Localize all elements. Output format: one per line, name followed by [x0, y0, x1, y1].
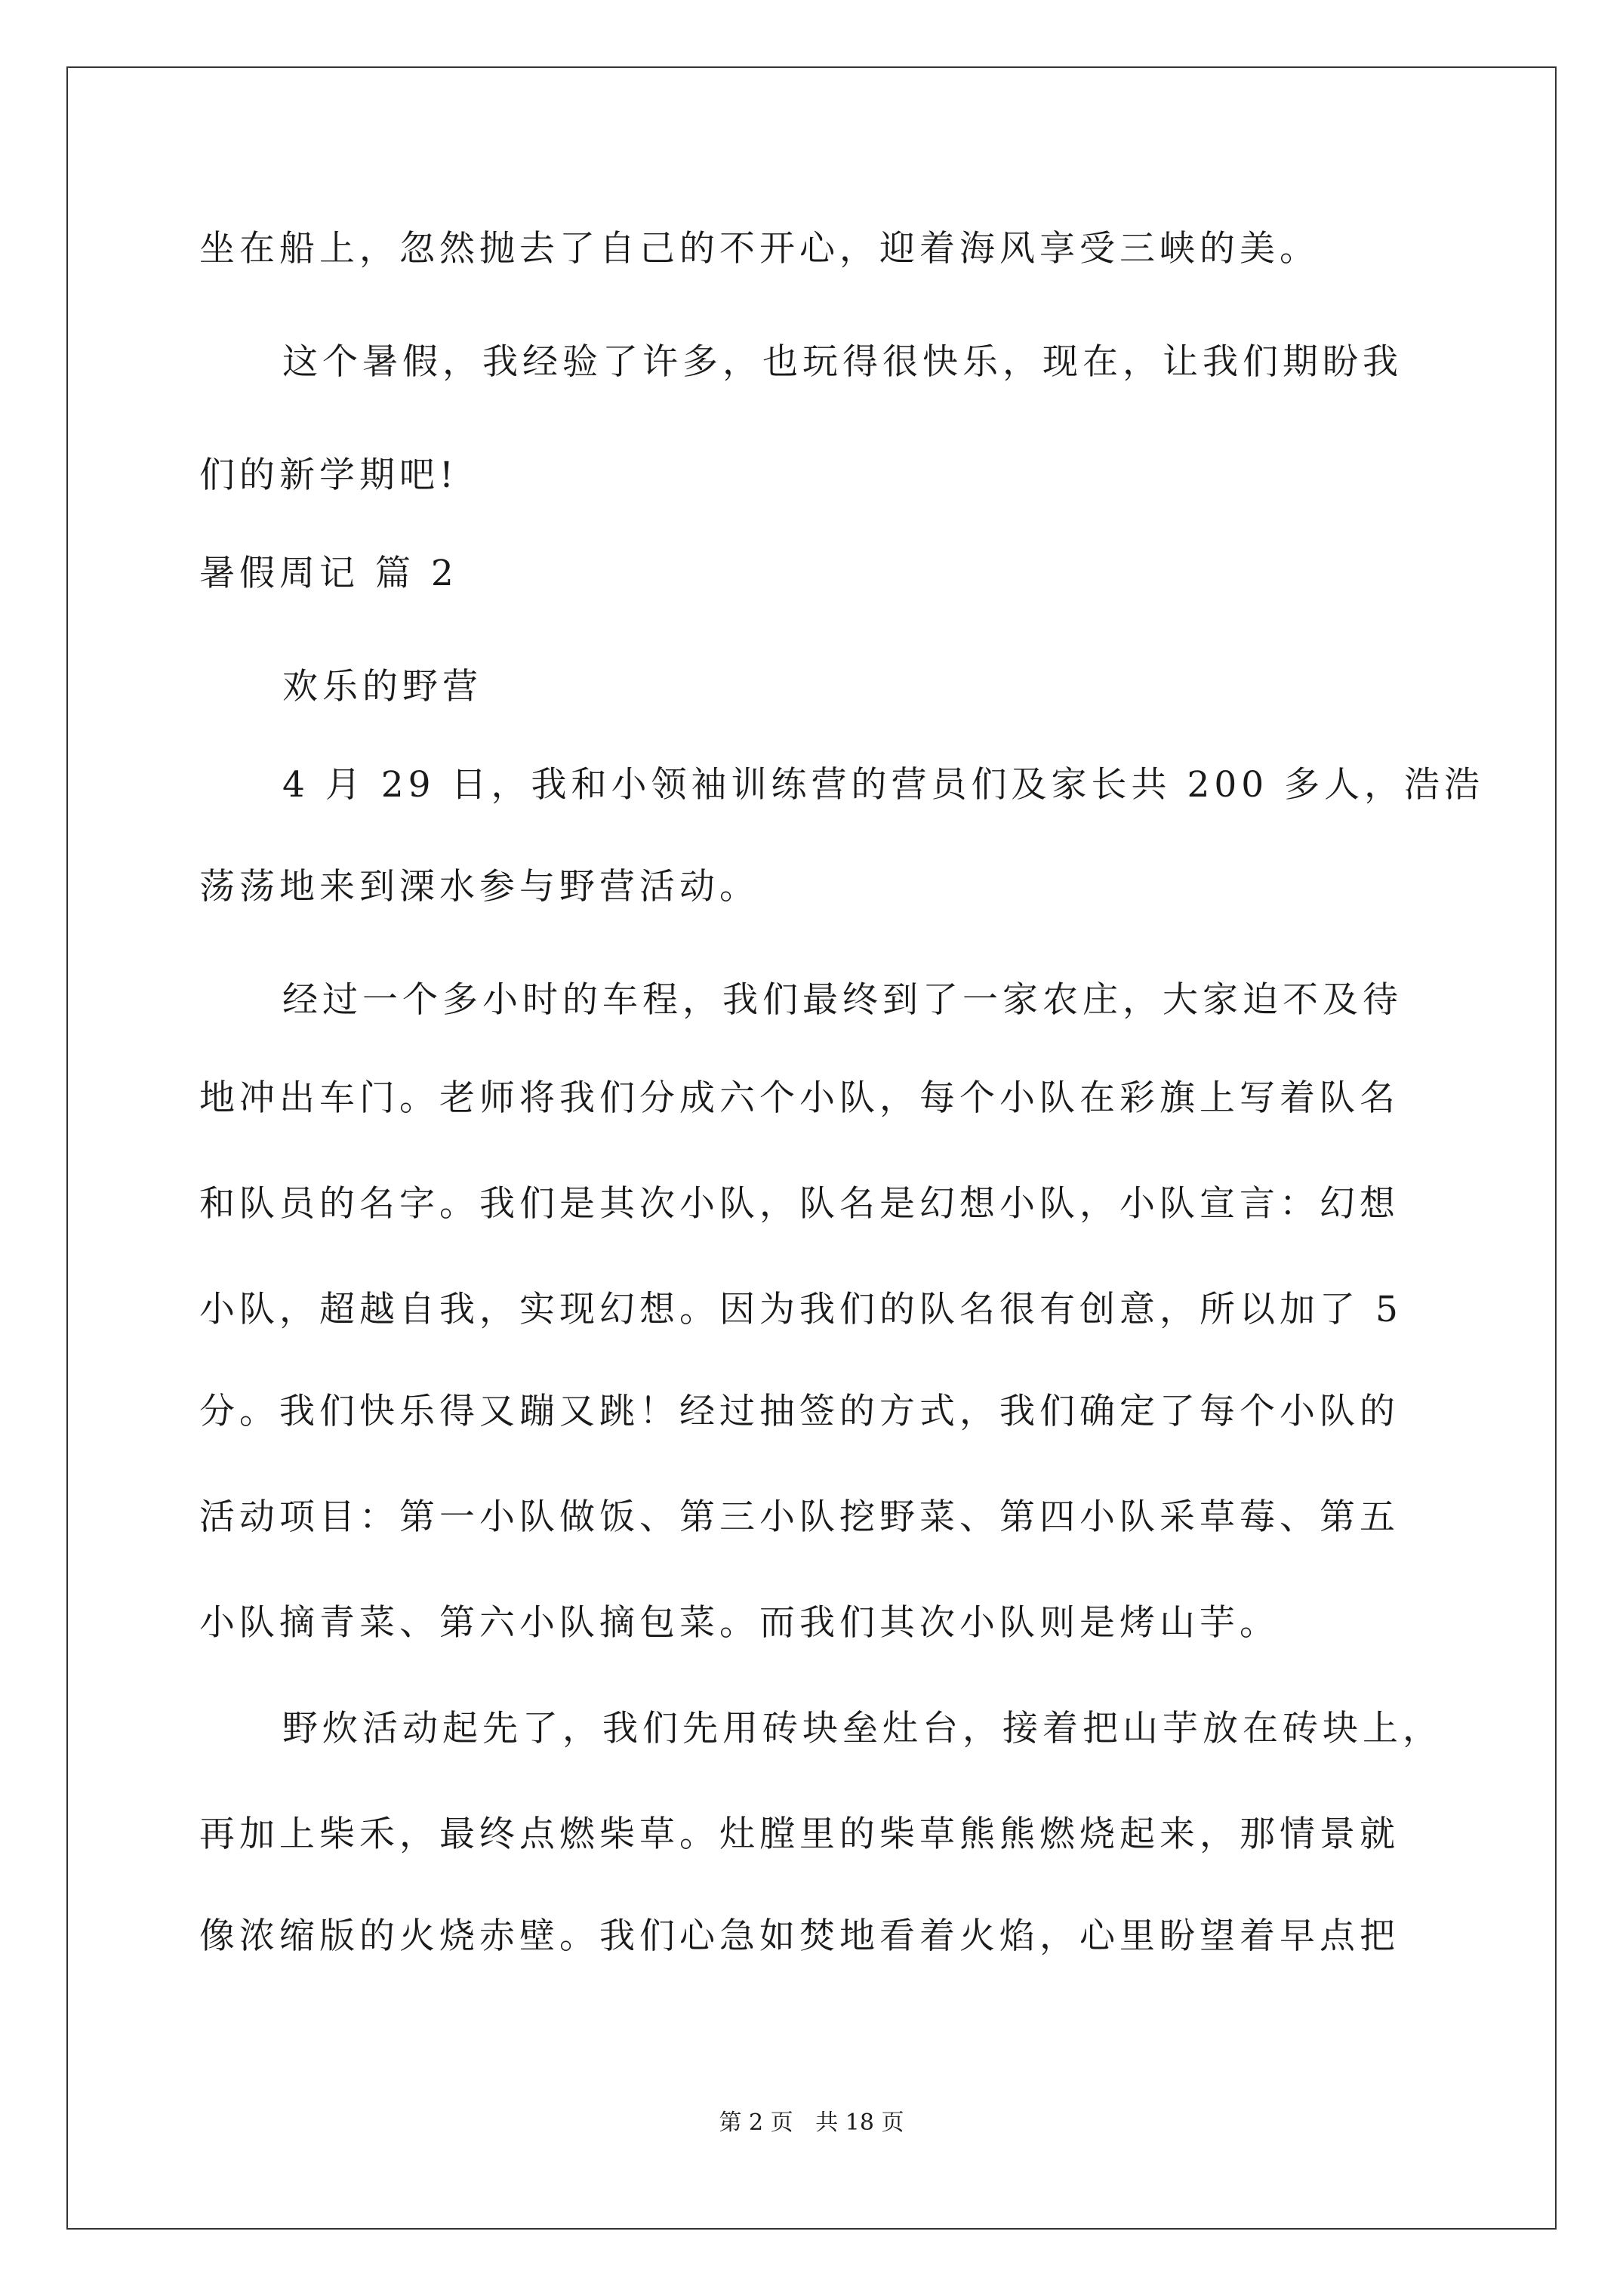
text-line-15: 野炊活动起先了，我们先用砖块垒灶台，接着把山芋放在砖块上， — [282, 1708, 1443, 1749]
text-line-11: 小队，超越自我，实现幻想。因为我们的队名很有创意，所以加了 5 — [199, 1289, 1403, 1330]
text-line-16: 再加上柴禾，最终点燃柴草。灶膛里的柴草熊熊燃烧起来，那情景就 — [199, 1814, 1400, 1855]
text-line-14: 小队摘青菜、第六小队摘包菜。而我们其次小队则是烤山芋。 — [199, 1602, 1280, 1644]
text-line-17: 像浓缩版的火烧赤壁。我们心急如焚地看着火焰，心里盼望着早点把 — [199, 1915, 1400, 1957]
text-line-8: 经过一个多小时的车程，我们最终到了一家农庄，大家迫不及待 — [282, 979, 1403, 1021]
text-line-13: 活动项目：第一小队做饭、第三小队挖野菜、第四小队采草莓、第五 — [199, 1496, 1400, 1538]
text-line-6: 4 月 29 日，我和小领袖训练营的营员们及家长共 200 多人，浩浩 — [282, 764, 1485, 806]
page-total: 共 18 页 — [815, 2110, 904, 2136]
text-line-10: 和队员的名字。我们是其次小队，队名是幻想小队，小队宣言：幻想 — [199, 1183, 1400, 1225]
text-line-7: 荡荡地来到溧水参与野营活动。 — [199, 866, 759, 908]
text-line-2: 这个暑假，我经验了许多，也玩得很快乐，现在，让我们期盼我 — [282, 341, 1403, 383]
text-line-3: 们的新学期吧! — [199, 455, 458, 496]
page-footer — [0, 2108, 1623, 2138]
page-number: 第 2 页 — [719, 2110, 793, 2136]
text-line-1: 坐在船上，忽然抛去了自己的不开心，迎着海风享受三峡的美。 — [199, 228, 1320, 270]
text-line-9: 地冲出车门。老师将我们分成六个小队，每个小队在彩旗上写着队名 — [199, 1077, 1400, 1119]
text-line-12: 分。我们快乐得又蹦又跳！经过抽签的方式，我们确定了每个小队的 — [199, 1391, 1400, 1432]
page-frame — [66, 66, 1557, 2230]
essay-title: 欢乐的野营 — [282, 666, 482, 707]
section-heading: 暑假周记 篇 2 — [199, 553, 458, 594]
